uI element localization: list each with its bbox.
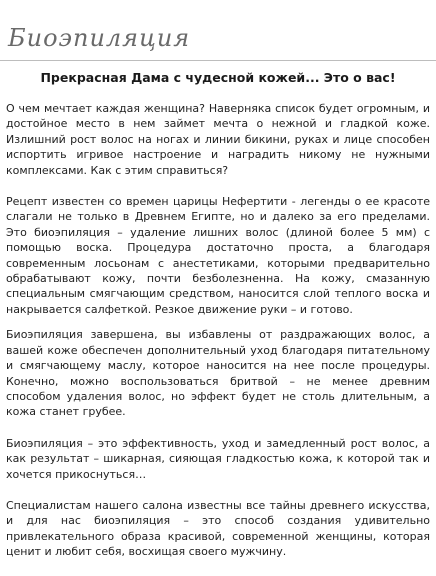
article-paragraph-1: О чем мечтает каждая женщина? Наверняка список будет огромным, и достойное место в нем займет мечта о нежной и гладкой коже. Излишний рост волос на ногах и линии бикини, руках и лице способен испортить игривое настроение и наградить никому не нужными комплексами. Как с этим справиться?	[6, 102, 430, 177]
page-header	[0, 0, 436, 58]
article	[6, 70, 430, 576]
article-paragraph-3: Биоэпиляция завершена, вы избавлены от раздражающих волос, а вашей коже обеспечен дополнительный уход благодаря питательному и смягчающему маслу, которое наносится на нее после процедуры. Конечно, можно воспользоваться бритвой – не менее древним способом удаления волос, но эффект будет не столь длительным, а кожа станет грубее.	[6, 328, 430, 419]
article-paragraph-4: Биоэпиляция – это эффективность, уход и замедленный рост волос, а как результат – шикарная, сияющая гладкостью кожа, к которой так и хочется прикоснуться…	[6, 436, 430, 481]
article-paragraph-5: Специалистам нашего салона известны все тайны древнего искусства, и для нас биоэпиляция – это способ создания удивительно привлекательного образа красивой, современной женщины, которая ценит и любит себя, восхищая своего мужчину.	[6, 498, 430, 559]
article-paragraph-2: Рецепт известен со времен царицы Нефертити - легенды о ее красоте слагали не только в Древнем Египте, но и далеко за его пределами. Это биоэпиляция – удаление лишних волос (длиной более 5 мм) с помощью воска. Процедура достаточно проста, а благодаря современным лосьонам с анестетиками, которыми предварительно обрабатывают кожу, почти безболезненна. На кожу, смазанную специальным смягчающим средством, наносится слой теплого воска и накрывается салфеткой. Резкое движение руки – и готово.	[6, 195, 430, 316]
header-divider	[0, 60, 436, 61]
site-logo-text: Биоэпиляция	[8, 24, 191, 52]
article-title: Прекрасная Дама с чудесной кожей... Это о вас!	[40, 70, 396, 85]
